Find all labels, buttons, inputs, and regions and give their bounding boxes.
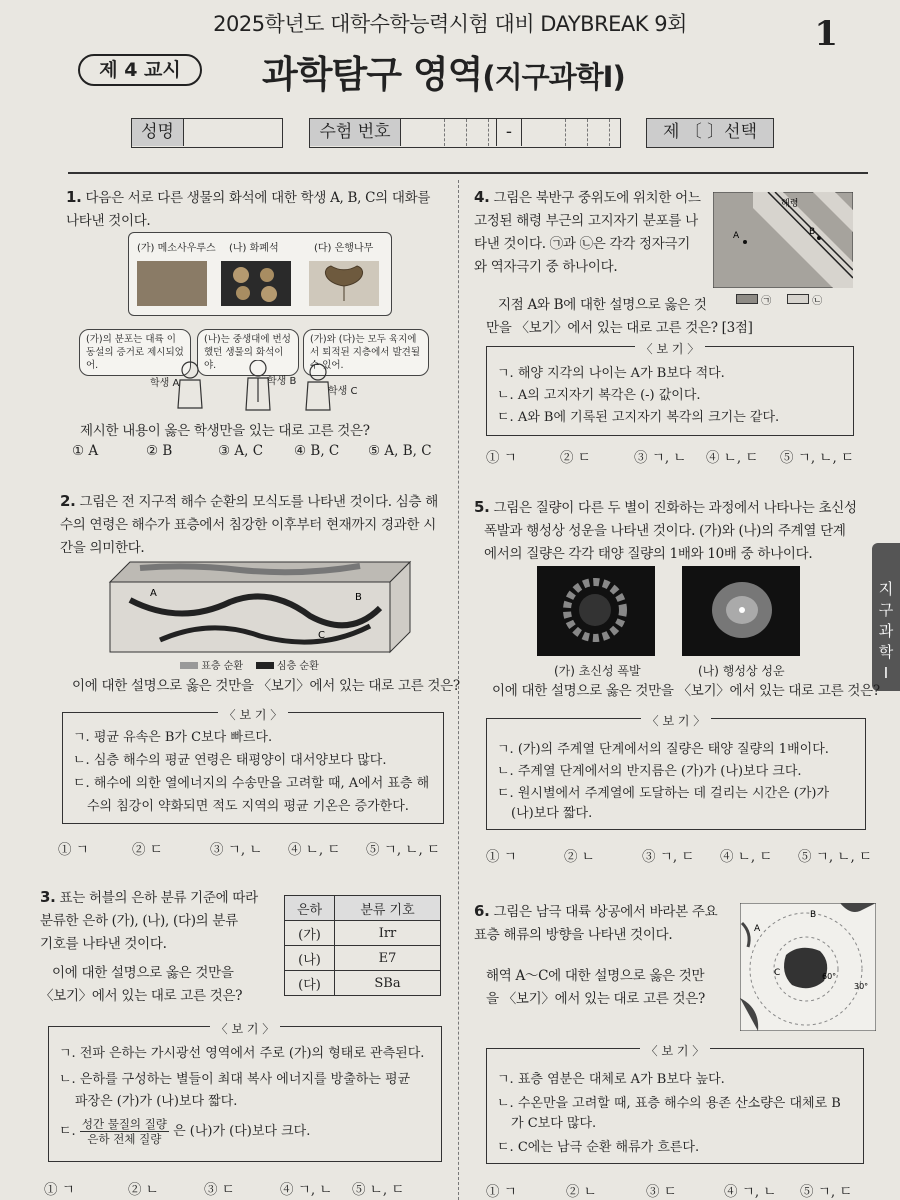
galaxy-cell: (다) — [285, 971, 335, 996]
subject-title — [262, 44, 625, 98]
q2-number: 2. — [60, 492, 76, 510]
paleomagnetism-figure — [713, 192, 853, 288]
subject-side-tab — [872, 543, 900, 691]
q4-text-1: 그림은 북반구 중위도에 위치한 어느 — [493, 190, 701, 206]
q6-number: 6. — [474, 902, 490, 920]
exam-digit-cell — [445, 119, 467, 146]
q4-prompt — [486, 294, 753, 340]
q3-bogi-item: ㄴ. 은하를 구성하는 별들이 최대 복사 에너지를 방출하는 평균 — [59, 1072, 411, 1087]
q3-choice-4[interactable]: ④ ㄱ, ㄴ — [280, 1182, 333, 1198]
q3-bogi-title: 〈 보 기 〉 — [210, 1022, 281, 1036]
fossil-label-da: (다) 은행나무 — [314, 243, 374, 254]
table-row — [285, 946, 441, 971]
ridge-label: 해령 — [781, 199, 799, 209]
q3-bogi-box — [48, 1022, 442, 1162]
q5-choice-3[interactable]: ③ ㄱ, ㄷ — [642, 849, 695, 865]
q3-bogi-label: ㄷ. — [59, 1124, 76, 1139]
q3-bogi-tail: 은 (나)가 (다)보다 크다. — [173, 1124, 311, 1139]
lat-60-label: 60° — [822, 972, 837, 981]
side-tab-char: 학 — [878, 643, 894, 661]
map-label-b: B — [810, 910, 817, 920]
supernova-photo — [537, 566, 655, 656]
q2-choice-2[interactable]: ② ㄷ — [132, 842, 163, 858]
q3-choice-3[interactable]: ③ ㄷ — [204, 1182, 235, 1198]
q2-text-1: 그림은 전 지구적 해수 순환의 모식도를 나타낸 것이다. 심층 해 — [79, 494, 438, 510]
caption-nebula: (나) 행성상 성운 — [698, 664, 785, 678]
frac-numerator: 성간 물질의 질량 — [81, 1117, 167, 1131]
galaxy-table — [284, 895, 441, 996]
galaxy-cell: E7 — [335, 946, 441, 971]
q2-label-a: A — [150, 588, 157, 599]
side-tab-char: 지 — [878, 580, 894, 598]
q5-prompt: 이에 대한 설명으로 옳은 것만을 〈보기〉에서 있는 대로 고른 것은? — [492, 683, 880, 699]
exam-digit-cell — [566, 119, 588, 146]
q3-choice-5[interactable]: ⑤ ㄴ, ㄷ — [352, 1182, 405, 1198]
q5-text-1: 그림은 질량이 다른 두 별이 진화하는 과정에서 나타나는 초신성 — [493, 500, 857, 516]
side-tab-char: 구 — [878, 601, 894, 619]
planetary-nebula-photo — [682, 566, 800, 656]
q3-bogi-item-frac — [59, 1117, 433, 1146]
q1-prompt: 제시한 내용이 옳은 학생만을 있는 대로 고른 것은? — [80, 423, 370, 439]
q1-fossil-figure — [128, 232, 392, 316]
q4-bogi-box — [486, 342, 854, 436]
q5-choice-2[interactable]: ② ㄴ — [564, 849, 595, 865]
legend-deep-label: 심층 순환 — [276, 661, 319, 672]
exam-digit-cell — [467, 119, 489, 146]
q6-text-4: 을 〈보기〉에서 있는 대로 고른 것은? — [486, 991, 705, 1007]
point-a-label: A — [733, 231, 740, 241]
q6-bogi-item: 가 C보다 많다. — [511, 1116, 597, 1131]
q3-choice-1[interactable]: ① ㄱ — [44, 1182, 75, 1198]
q1-stem — [66, 186, 451, 233]
q5-bogi-box — [486, 714, 866, 830]
q3-text-2: 분류한 은하 (가), (나), (다)의 분류 — [40, 913, 238, 929]
q6-text-1: 그림은 남극 대륙 상공에서 바라본 주요 — [493, 904, 718, 920]
legend-label-2: ㉡ — [812, 296, 823, 307]
q2-label-b: B — [355, 592, 362, 603]
student-b-bubble: (나)는 중생대에 번성했던 생물의 화석이야. — [197, 329, 299, 376]
q6-choice-2[interactable]: ② ㄴ — [566, 1184, 597, 1200]
exam-title: 2025학년도 대학수학능력시험 대비 DAYBREAK 9회 — [213, 12, 687, 36]
q3-text-4: 이에 대한 설명으로 옳은 것만을 — [52, 965, 234, 981]
q4-bogi-item: ㄱ. 해양 지각의 나이는 A가 B보다 적다. — [497, 366, 725, 381]
q1-text-2: 나타낸 것이다. — [66, 213, 151, 229]
fossil-label-na: (나) 화폐석 — [229, 243, 279, 254]
q6-text-2: 표층 해류의 방향을 나타낸 것이다. — [474, 927, 673, 943]
q4-text-2: 고정된 해령 부근의 고지자기 분포를 나 — [474, 213, 698, 229]
q2-choice-3[interactable]: ③ ㄱ, ㄴ — [210, 842, 263, 858]
q6-bogi-item: ㄷ. C에는 남극 순환 해류가 흐른다. — [497, 1140, 700, 1155]
q6-choice-3[interactable]: ③ ㄷ — [646, 1184, 677, 1200]
q6-answers — [486, 1180, 880, 1200]
q4-text-5: 지점 A와 B에 대한 설명으로 옳은 것 — [498, 297, 707, 313]
period-badge: 제 4 교시 — [78, 54, 202, 86]
exam-digit-cell — [423, 119, 445, 146]
q4-choice-2[interactable]: ② ㄷ — [560, 450, 591, 466]
exam-digit-cell — [588, 119, 610, 146]
legend-label-1: ㉠ — [761, 296, 772, 307]
subject-main: 과학탐구 영역 — [262, 53, 483, 96]
q1-text-1: 다음은 서로 다른 생물의 화석에 대한 학생 A, B, C의 대화를 — [85, 190, 431, 206]
q4-answers — [486, 446, 864, 466]
q4-choice-5[interactable]: ⑤ ㄱ, ㄴ, ㄷ — [780, 450, 855, 466]
q5-text-2: 폭발과 행성상 성운을 나타낸 것이다. (가)와 (나)의 주계열 단계 — [484, 523, 846, 539]
galaxy-cell: (나) — [285, 946, 335, 971]
q4-stem — [474, 186, 710, 279]
choice-field[interactable]: 제 〔 〕선택 — [646, 118, 774, 148]
galaxy-table-header — [285, 896, 441, 921]
q5-choice-1[interactable]: ① ㄱ — [486, 849, 517, 865]
q2-bogi-title: 〈 보 기 〉 — [218, 708, 289, 722]
students-illustration — [150, 360, 350, 414]
ocean-circulation-figure — [100, 556, 418, 670]
galaxy-col-header: 분류 기호 — [335, 896, 441, 921]
frac-denominator: 은하 전체 질량 — [87, 1132, 162, 1146]
caption-supernova: (가) 초신성 폭발 — [554, 664, 641, 678]
q4-text-3: 타낸 것이다. ㉠과 ㉡은 각각 정자극기 — [474, 236, 690, 252]
subject-sub: (지구과학Ⅰ) — [482, 60, 625, 94]
q2-legend — [180, 657, 319, 672]
legend-surface-label: 표층 순환 — [201, 661, 244, 672]
q4-bogi-item: ㄷ. A와 B에 기록된 고지자기 복각의 크기는 같다. — [497, 410, 780, 425]
q6-text-3: 해역 A～C에 대한 설명으로 옳은 것만 — [486, 968, 705, 984]
q1-choice-3[interactable]: ③ A, C — [218, 443, 264, 459]
student-a-bubble: (가)의 분포는 대륙 이동설의 증거로 제시되었어. — [79, 329, 191, 376]
name-label: 성명 — [132, 119, 184, 146]
mesosaurus-photo — [137, 261, 207, 306]
q2-bogi-item: ㄱ. 평균 유속은 B가 C보다 빠르다. — [73, 730, 273, 745]
q2-choice-4[interactable]: ④ ㄴ, ㄷ — [288, 842, 341, 858]
side-tab-char: Ⅰ — [883, 664, 889, 682]
galaxy-col-header: 은하 — [285, 896, 335, 921]
q2-label-c: C — [318, 630, 325, 641]
q3-bogi-item: ㄱ. 전파 은하는 가시광선 영역에서 주로 (가)의 형태로 관측된다. — [59, 1046, 425, 1061]
q4-text-6: 만을 〈보기〉에서 있는 대로 고른 것은? [3점] — [486, 320, 753, 336]
q3-text-3: 기호를 나타낸 것이다. — [40, 936, 167, 952]
q1-choice-4[interactable]: ④ B, C — [294, 443, 340, 459]
q3-stem — [40, 886, 280, 1008]
exam-digit-cell — [544, 119, 566, 146]
antarctic-currents-figure — [740, 903, 876, 1031]
q3-text-5: 〈보기〉에서 있는 대로 고른 것은? — [40, 988, 243, 1004]
nummulite-photo — [221, 261, 291, 306]
q5-text-3: 에서의 질량은 각각 태양 질량의 1배와 10배 중 하나이다. — [484, 546, 813, 562]
q2-stem — [60, 490, 452, 560]
lat-30-label: 30° — [854, 982, 869, 991]
q4-number: 4. — [474, 188, 490, 206]
q6-choice-4[interactable]: ④ ㄱ, ㄴ — [724, 1184, 777, 1200]
galaxy-cell: SBa — [335, 971, 441, 996]
q4-choice-4[interactable]: ④ ㄴ, ㄷ — [706, 450, 759, 466]
q6-choice-5[interactable]: ⑤ ㄱ, ㄷ — [800, 1184, 853, 1200]
q3-choice-2[interactable]: ② ㄴ — [128, 1182, 159, 1198]
q1-choice-5[interactable]: ⑤ A, B, C — [368, 443, 432, 459]
q5-bogi-item: (나)보다 짧다. — [511, 806, 593, 821]
galaxy-cell: Irr — [335, 921, 441, 946]
q4-choice-1[interactable]: ① ㄱ — [486, 450, 517, 466]
q5-bogi-item: ㄴ. 주계열 단계에서의 반지름은 (가)가 (나)보다 크다. — [497, 764, 802, 779]
legend-swatch-2 — [787, 294, 809, 304]
q6-stem — [474, 900, 734, 1011]
q2-text-2: 수의 연령은 해수가 표층에서 침강한 이후부터 현재까지 경과한 시 — [60, 517, 436, 533]
q1-choice-2[interactable]: ② B — [146, 443, 173, 459]
q1-number: 1. — [66, 188, 82, 206]
page-number: 1 — [814, 14, 838, 54]
q6-bogi-box — [486, 1044, 864, 1164]
q3-text-1: 표는 허블의 은하 분류 기준에 따라 — [59, 890, 258, 906]
q2-bogi-box — [62, 708, 444, 824]
q6-choice-1[interactable]: ① ㄱ — [486, 1184, 517, 1200]
ginkgo-photo — [309, 261, 379, 306]
q5-stem — [474, 496, 866, 566]
q6-bogi-item: ㄴ. 수온만을 고려할 때, 표층 해수의 용존 산소량은 대체로 B — [497, 1096, 841, 1111]
q4-bogi-title: 〈 보 기 〉 — [635, 342, 706, 356]
table-row — [285, 971, 441, 996]
point-b-label: B — [809, 227, 816, 237]
q5-choice-4[interactable]: ④ ㄴ, ㄷ — [720, 849, 773, 865]
q5-choice-5[interactable]: ⑤ ㄱ, ㄴ, ㄷ — [798, 849, 873, 865]
q2-bogi-item: ㄷ. 해수에 의한 열에너지의 수송만을 고려할 때, A에서 표층 해 — [73, 776, 430, 791]
student-c-label: 학생 C — [328, 386, 358, 397]
q5-bogi-item: ㄱ. (가)의 주계열 단계에서의 질량은 태양 질량의 1배이다. — [497, 742, 829, 757]
exam-number-label: 수험 번호 — [310, 119, 401, 146]
name-field[interactable] — [131, 118, 283, 148]
q2-bogi-item: ㄴ. 심층 해수의 평균 연령은 태평양이 대서양보다 많다. — [73, 753, 387, 768]
q2-bogi-item: 수의 침강이 약화되면 적도 지역의 평균 기온은 증가한다. — [87, 799, 409, 814]
q3-bogi-item: 파장은 (가)가 (나)보다 짧다. — [75, 1094, 238, 1109]
q4-text-4: 와 역자극기 중 하나이다. — [474, 259, 618, 275]
exam-number-dash: - — [496, 119, 522, 146]
exam-number-field[interactable] — [309, 118, 621, 148]
q4-bogi-item: ㄴ. A의 고지자기 복각은 (-) 값이다. — [497, 388, 701, 403]
q2-choice-1[interactable]: ① ㄱ — [58, 842, 89, 858]
legend-surface-swatch — [180, 662, 198, 669]
q3-answers — [44, 1178, 432, 1198]
legend-deep-swatch — [256, 662, 274, 669]
q3-number: 3. — [40, 888, 56, 906]
side-tab-char: 과 — [878, 622, 894, 640]
mass-ratio-fraction — [80, 1117, 169, 1146]
q2-answers — [58, 838, 452, 858]
student-b-label: 학생 B — [267, 376, 297, 387]
q5-answers — [486, 845, 882, 865]
student-a-label: 학생 A — [150, 378, 180, 389]
map-label-c: C — [774, 968, 781, 978]
galaxy-cell: (가) — [285, 921, 335, 946]
q5-bogi-item: ㄷ. 원시별에서 주계열에 도달하는 데 걸리는 시간은 (가)가 — [497, 786, 830, 801]
map-label-a: A — [754, 924, 761, 934]
q1-choice-1[interactable]: ① A — [72, 443, 99, 459]
q5-number: 5. — [474, 498, 490, 516]
fossil-label-ga: (가) 메소사우루스 — [137, 243, 216, 254]
q6-bogi-item: ㄱ. 표층 염분은 대체로 A가 B보다 높다. — [497, 1072, 725, 1087]
table-row — [285, 921, 441, 946]
q1-answers — [72, 443, 450, 459]
q2-text-3: 간을 의미한다. — [60, 540, 145, 556]
student-c-bubble: (가)와 (다)는 모두 육지에서 퇴적된 지층에서 발견될 수 있어. — [303, 329, 429, 376]
q4-choice-3[interactable]: ③ ㄱ, ㄴ — [634, 450, 687, 466]
q6-bogi-title: 〈 보 기 〉 — [640, 1044, 711, 1058]
q2-choice-5[interactable]: ⑤ ㄱ, ㄴ, ㄷ — [366, 842, 441, 858]
q5-bogi-title: 〈 보 기 〉 — [641, 714, 712, 728]
header-rule — [68, 172, 868, 174]
q2-prompt: 이에 대한 설명으로 옳은 것만을 〈보기〉에서 있는 대로 고른 것은? — [72, 678, 460, 694]
